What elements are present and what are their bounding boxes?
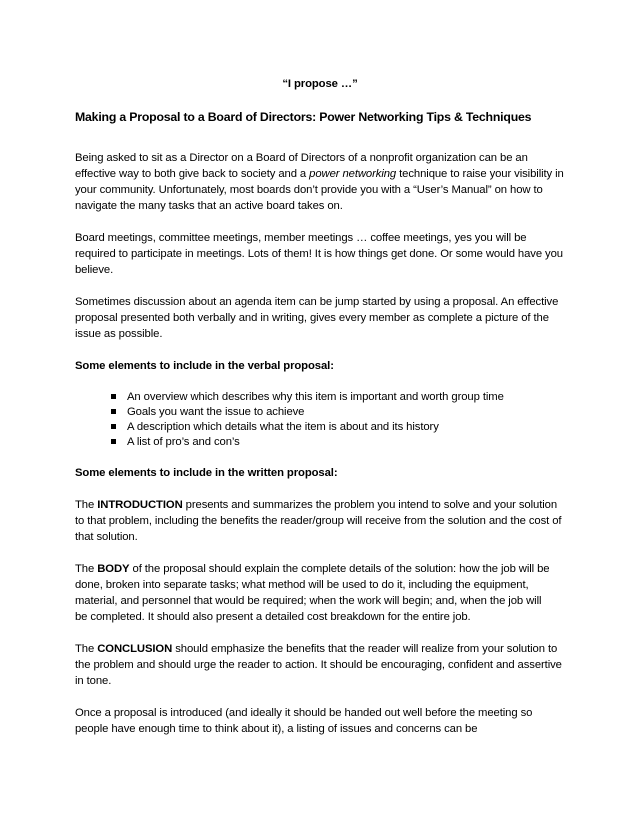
list-item <box>111 390 565 405</box>
paragraph-text: of the proposal should explain the complete details of the solution: how the job will be done, broken into separate tasks; what method will be used to do it, including the equipment, material, and personnel that would be required; when the work will begin; and, when the job will <box>75 563 550 607</box>
section-label: CONCLUSION <box>97 643 173 655</box>
emphasis-text: power networking <box>309 168 397 180</box>
paragraph-intro <box>75 150 565 214</box>
paragraph-text: presents and summarizes the problem you intend to solve and your solution to that problem, including the benefits the reader/group will receive from the solution and the cost of that solution. <box>75 499 562 543</box>
list-item-text: Goals you want the issue to achieve <box>127 406 305 418</box>
paragraph-text: The <box>75 643 98 655</box>
verbal-elements-list <box>75 390 565 450</box>
list-item-text: A description which details what the item is about and its history <box>127 421 439 433</box>
paragraph-closing: Once a proposal is introduced (and ideally it should be handed out well before the meeting so people have enough time to think about it), a listing of issues and concerns can be <box>75 707 533 735</box>
document-subtitle: Making a Proposal to a Board of Directors: Power Networking Tips & Techniques <box>75 110 532 124</box>
document-title: “I propose …” <box>282 78 358 90</box>
paragraph-text: should emphasize the benefits that the reader will realize from your solution to the problem and should urge the reader to action. It should be encouraging, confident and assertive in tone. <box>75 643 562 687</box>
square-bullet-icon <box>111 439 116 444</box>
list-item <box>111 405 565 420</box>
paragraph-proposal: Sometimes discussion about an agenda item can be jump started by using a proposal. An effective proposal presented both verbally and in writing, gives every member as complete a picture of the issue as possible. <box>75 296 559 340</box>
list-item <box>111 420 565 435</box>
list-item-text: A list of pro’s and con’s <box>127 436 240 448</box>
document-page <box>75 76 565 753</box>
section-label: INTRODUCTION <box>97 499 183 511</box>
square-bullet-icon <box>111 394 116 399</box>
paragraph-text: technique to raise your visibility in your community. Unfortunately, most boards don’t provide you with a “User’s Manual” on how to navigate the many tasks that an active board takes on. <box>75 168 564 212</box>
paragraph-text: be completed. It should also present a detailed cost breakdown for the entire job. <box>75 611 471 623</box>
paragraph-text: Being asked to sit as a Director on a Board of Directors of a nonprofit organization can be an effective way to both give back to society and a <box>75 152 528 180</box>
paragraph-introduction-section <box>75 497 565 545</box>
paragraph-text: The <box>75 499 98 511</box>
list-item <box>111 435 565 450</box>
paragraph-meetings: Board meetings, committee meetings, member meetings … coffee meetings, yes you will be required to participate in meetings. Lots of them! It is how things get done. Or some would have you believe. <box>75 232 563 276</box>
section-label: BODY <box>97 563 130 575</box>
paragraph-body-section <box>75 561 565 625</box>
verbal-proposal-heading: Some elements to include in the verbal proposal: <box>75 360 334 372</box>
list-item-text: An overview which describes why this item is important and worth group time <box>127 391 504 403</box>
square-bullet-icon <box>111 409 116 414</box>
paragraph-text: The <box>75 563 98 575</box>
square-bullet-icon <box>111 424 116 429</box>
paragraph-conclusion-section <box>75 641 565 689</box>
written-proposal-heading: Some elements to include in the written proposal: <box>75 467 338 479</box>
